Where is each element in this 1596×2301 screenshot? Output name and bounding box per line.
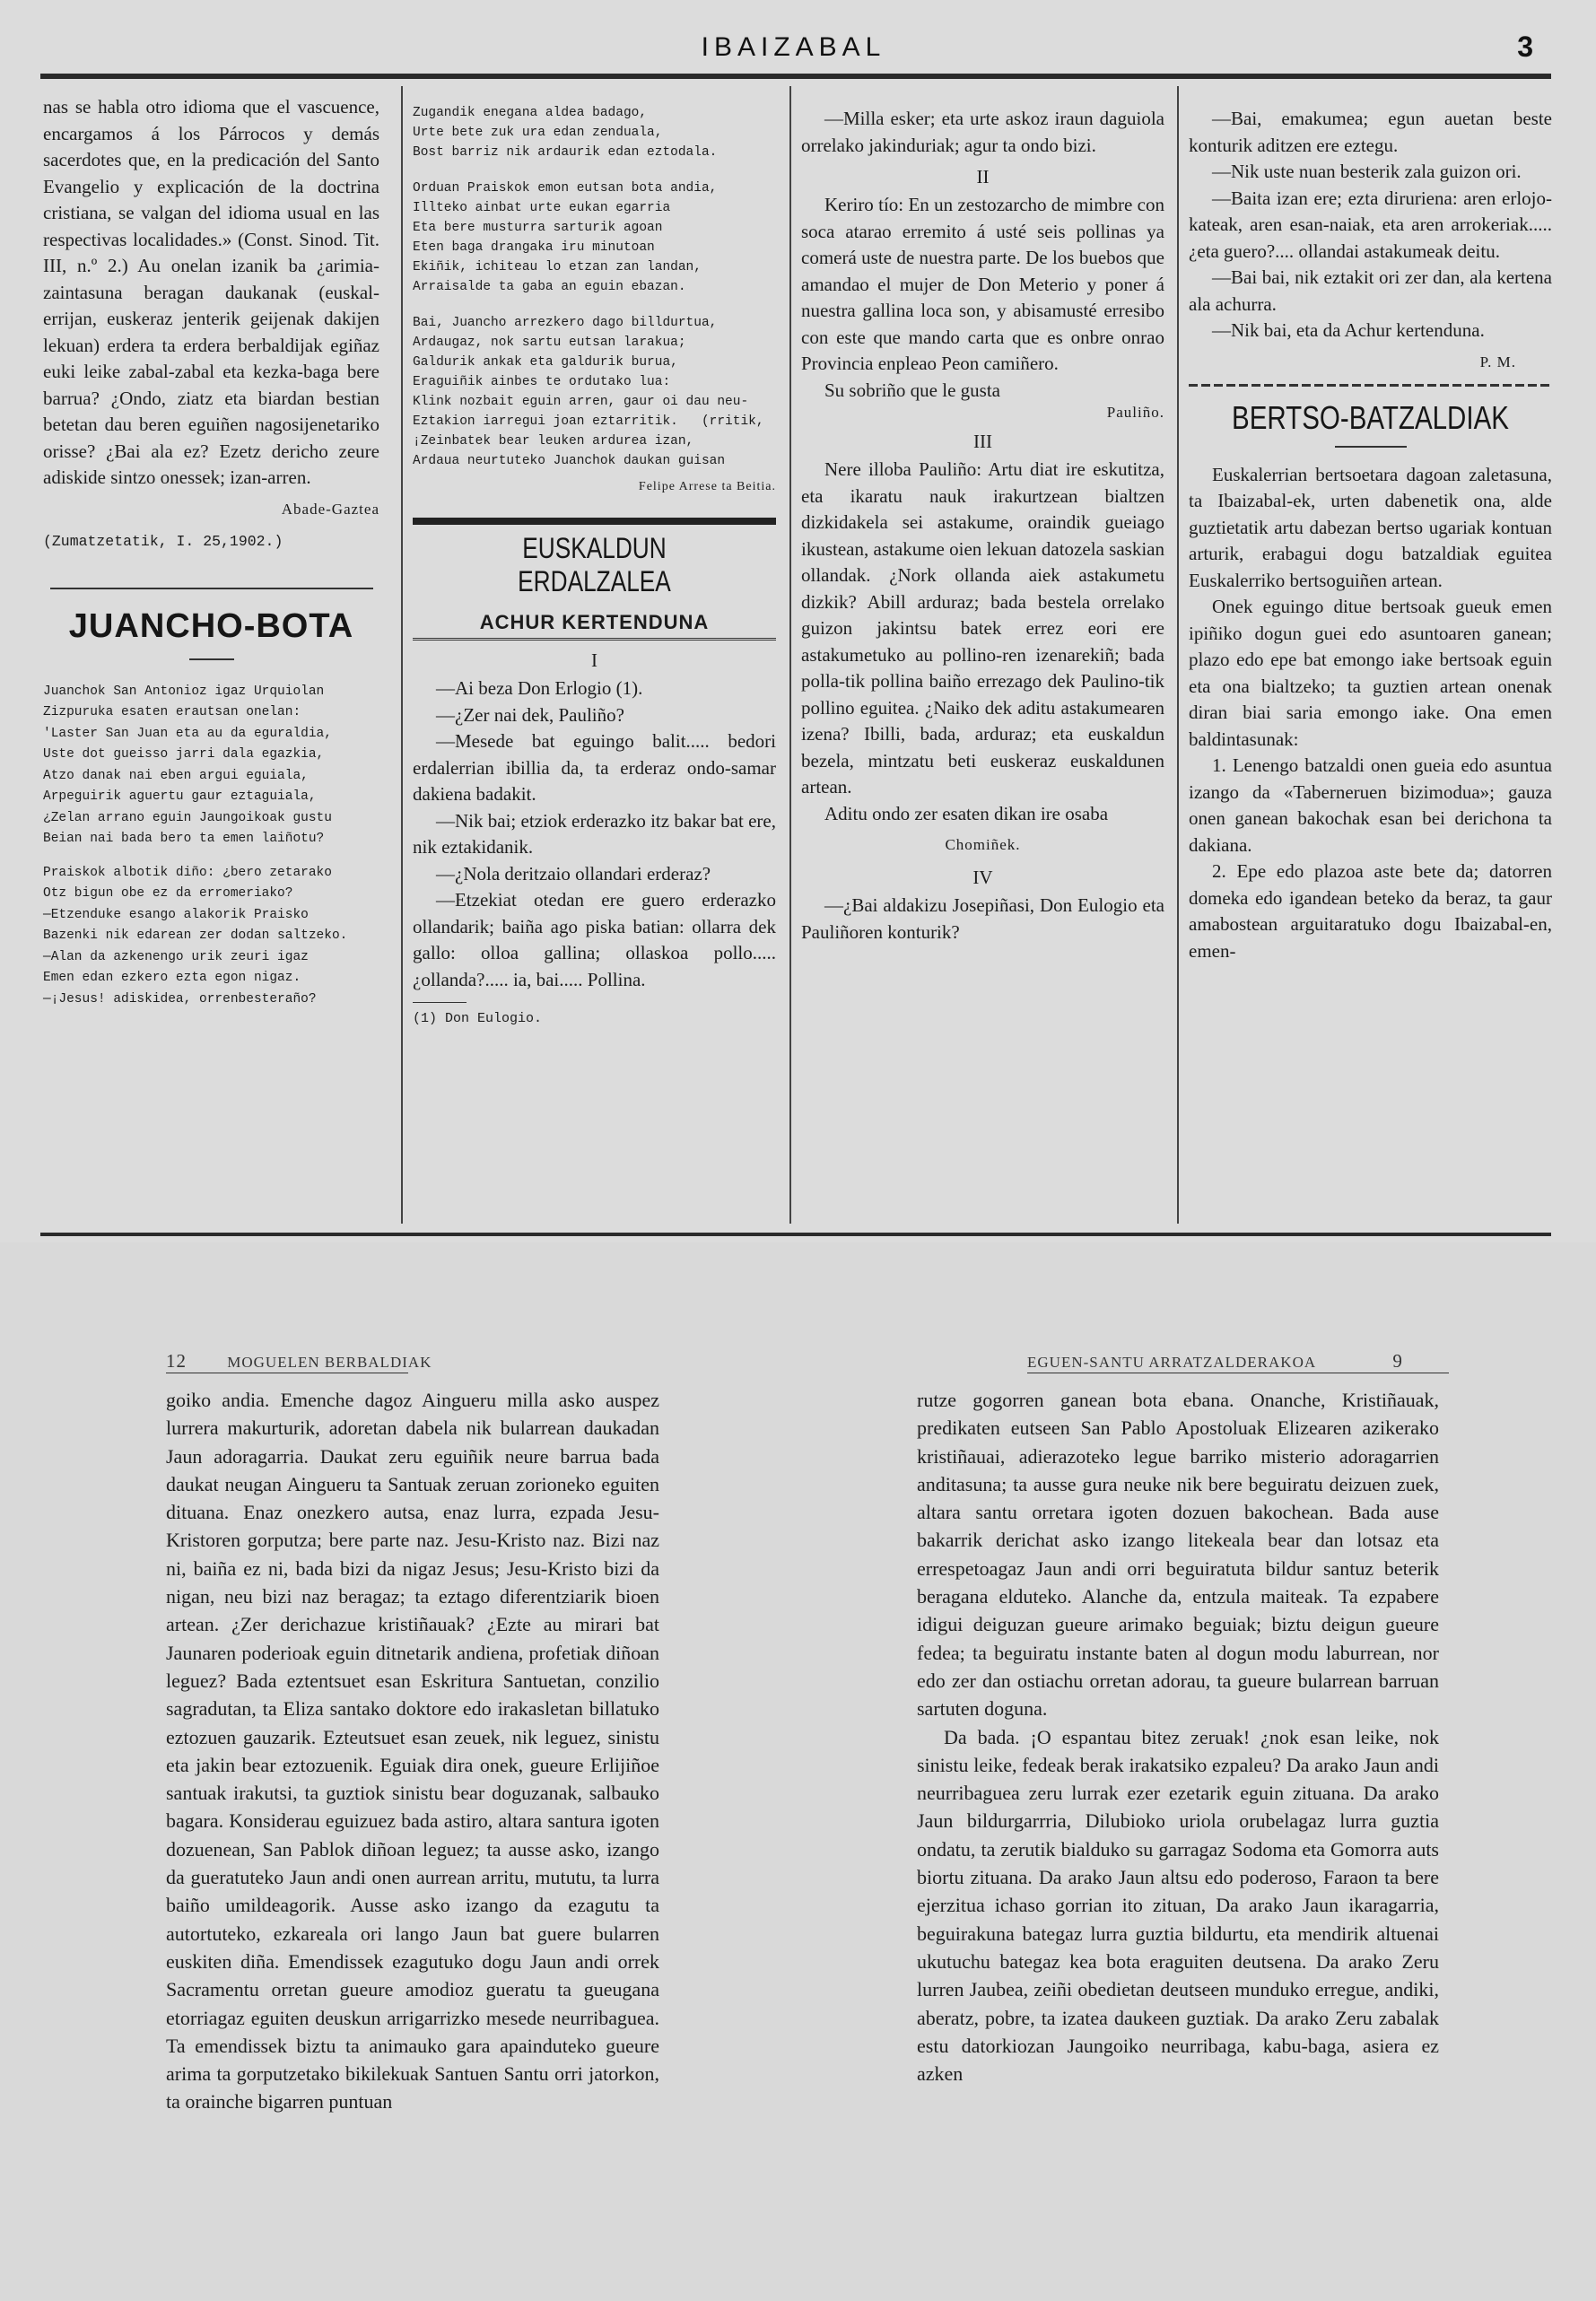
dialog-line: —Ai beza Don Erlogio (1). <box>436 677 643 699</box>
dialog-line: —¿Zer nai dek, Pauliño? <box>436 703 624 726</box>
article-heading: JUANCHO-BOTA <box>68 606 354 645</box>
dialog-line: —Bai bai, nik eztakit ori zer dan, ala kertena ala achurra. <box>1189 266 1552 315</box>
right-running-title: EGUEN-SANTU ARRATZALDERAKOA <box>1027 1354 1317 1371</box>
article-paragraph: nas se habla otro idioma que el vascuence, encargamos á los Párrocos y demás sacerdotes que, en la predicación del Santo Evangelio y explicación de la doctrina cristiana, se valgan del idioma usual en las respectivas localidades.» (Const. Sinod. Tit. III, n.º 2.) Au onelan izanik ba ¿arimia-zaintasuna beragan daukanak (euskal-errijan, euskeraz jenterik geijenak dakijen lekuan) erdera ta erdera berbaldijak egiñaz euki leike zabal-zabal eta kezka-baga bere barrua? ¿Ondo, ziatz eta biardan bestian betetan dau beren eguiñen nagosijenetariko orisse? ¿Bai ala ez? Ezetz dericho zeure adiskide sintzo onessek; izan-arren. <box>43 96 379 488</box>
divider <box>413 518 776 525</box>
signature: Abade-Gaztea <box>281 500 379 518</box>
divider <box>1335 446 1407 448</box>
dialog-line: —Mesede bat eguingo balit..... bedori erdalerrian ibillia da, ta erderaz ondo-samar dakiena badakit. <box>413 730 776 805</box>
dialog-line: —Milla esker; eta urte askoz iraun daguiola orrelako jakinduriak; agur ta ondo bizi. <box>801 108 1164 156</box>
signature: Felipe Arrese ta Beitia. <box>638 480 776 493</box>
footnote: (1) Don Eulogio. <box>413 1011 543 1026</box>
column-divider <box>789 86 791 1224</box>
column-4 <box>1189 106 1552 964</box>
section-number: II <box>976 166 990 187</box>
dialog-line: —Nik bai; etziok erderazko itz bakar bat ere, nik eztakidanik. <box>413 809 776 858</box>
footnote-rule <box>413 1002 467 1003</box>
body-paragraph: rutze gogorren ganean bota ebana. Onanche, Kristiñauak, predikaten eutseen San Pablo Apostoluak Elizearen azikerako kristiñauai, adierazoteko legue barriko misterio adoragarrien anditasuna; ta ausse gura neuke nik bere beguiratu deizuen zuek, altara santu orretara igoten dozuen bakochean. Bada ause bakarrik derichat asko izango litekeala bear dan lotsaz eta errespetoagaz Jaun andi orri beguiratuta bildur santuz beterik beragana elduteko. Alanche da, entzula maiteak. Ta ezpabere idigui deiguzan gueure arimako beguiak; biztu deigun gueure fedea; ta beguiratu instante baten al dogun modu laburrean, nor edo zer dan ostiachu orretan adorau, ta gueure bularrean barruan sartuten doguna. <box>917 1389 1439 1721</box>
right-page-number: 9 <box>1392 1350 1403 1372</box>
masthead-title: IBAIZABAL <box>701 32 886 62</box>
page-bottom-rule <box>40 1233 1551 1236</box>
column-1 <box>43 94 379 1010</box>
body-paragraph: Da bada. ¡O espantau bitez zeruak! ¿nok esan leike, nok sinistu leike, fedeak berak irakatsiko ezpaleu? Da arako Jaun andi neurribaguea zeru lurrak ezer ezetarik eguin zituana. Da arako Jaun bildurgarrria, Dilubioko uriola orubelagaz lurra guztia ondatu, ta zerutik bialduko su garragaz Sodoma eta Gomorra auts biortu zituana. Da arako Jaun altsu edo poderoso, Faraon ta bere ejerzitua ichaso gorrian ito zituan, Da arako Jaun ikaragarria, beguirakuna bategaz lurra guztia bildurtu, eta mendirik altuenai ukutuchu bategaz kea bota eraguiten deutsena. Da arako Zeru lurren Jaubea, zeiñi obedietan deutseen munduko erregue, andiki, aberatz, pobre, ta izatea daukeen guztiak. Da arako Zeru zabalak estu datorkiozan Jaungoiko neurribaga, kabu-baga, asiera ez azken <box>917 1725 1439 2086</box>
dialog-line: —Etzekiat otedan ere guero erderazko ollandarik; baiña ago piska batian: ollarra dek gallo: olloa gallina; ollaskoa pollo..... ¿ollanda?..... ia, bai..... Pollina. <box>413 889 776 990</box>
dialog-line: —Bai, emakumea; egun auetan beste konturik aditzen ere eztegu. <box>1189 108 1552 156</box>
dialog-line: —¿Nola deritzaio ollandari erderaz? <box>436 862 711 885</box>
signature: P. M. <box>1479 353 1516 370</box>
left-page-text <box>166 1386 659 2116</box>
section-number: IV <box>972 867 993 888</box>
section-number: I <box>591 649 597 671</box>
section-number: III <box>973 431 992 452</box>
body-paragraph: goiko andia. Emenche dagoz Aingueru milla asko auspez lurrera makurturik, adoretan dabela nik bularrean daukadan Jaun adoragarria. Daukat zeru eguiñik neure barrua bada daukat neugan Aingueru ta Santuak zeruan zorioneko eguiten dituana. Enaz onezkero autsa, enaz lurra, ezpada Jesu-Kristoren gorputza; bere parte naz. Jesu-Kristo naz. Bizi naz ni, baiña ez ni, bada bizi da nigaz Jesus; Jesu-Kristo bizi da nigan, neu bizi naz beragaz; ta eztago diferentziarik bioen artean. ¿Zer derichazue kristiñauak? ¿Ezte au mirari bat Jaunaren poderioak eguin ditnetarik andiena, profetiak diñoan leguez? Bada eztentsuet esan Eskritura Santuetan, conzilio sagradutan, ta Eliza santako doktore edo irakasletan billatuko eztozuen gauzarik. Ezteutsuet esan zeuek, nik leguez, sinistu eta jakin bear eztozuenik. Eguiak dira onek, gueure Erlijiñoe santuak irakutsi, ta guztiok sinistu bear doguzanak, salbauko bagara. Konsiderau eguizuez bada astiro, altara santura igoten dozuenean, San Pablok diñoan leguez; ta ausse asko, izango da gueratuteko Jaun andi onen aurrean arritu, mututu, ta lurra baiño umildeagorik. Ausse asko izango da ezagutu ta autortuteko, ezkareala ori lango Jaun bat guere bularren euskiten diña. Emendissek ezagutuko dogu Jaun andi orrek Sacramentu orretan gueure amodioz gueratu ta gueugana etorriagaz eguiten deuskun arrigarrizko mesede neurribaguea. Ta emendissek biztu ta animauko gara apainduteko gueure arima ta gorputzetako bikilekuak Santuen Santu orri jatorkon, ta orainche bigarren puntuan <box>166 1389 659 2114</box>
article-paragraph: Euskalerrian bertsoetara dagoan zaletasuna, ta Ibaizabal-ek, urten dabenetik ona, alde guztietatik artu dabezan bertso ugariak kontuan arturik, erabagui dogu batzaldiak eguitea Euskalerriko bertsoguiñen artean. <box>1189 463 1552 591</box>
dialog-line: —Baita izan ere; ezta diruriena: aren erlojo-kateak, aren esan-naiak, eta aren arrokeriak..... ¿eta guero?.... ollandai astakumeak deitu. <box>1189 187 1552 262</box>
column-divider <box>1177 86 1179 1224</box>
signature: Chomiñek. <box>945 836 1021 853</box>
poem-stanza: Zugandik enegana aldea badago, Urte bete zuk ura edan zenduala, Bost barriz nik ardaurik edan eztodala. <box>413 106 718 160</box>
article-heading: EUSKALDUN ERDALZALEA <box>518 532 671 597</box>
poem-stanza: Juanchok San Antonioz igaz Urquiolan Zizpuruka esaten erautsan onelan: 'Laster San Juan eta au da eguraldia, Uste dot gueisso jarri dala egazkia, Atzo danak nai eben argui eguiala, Arpeguirik aguertu gaur eztaguiala, ¿Zelan arrano eguin Jaungoikoak gustu Beian nai bada bero ta emen laiñotu? <box>43 684 332 846</box>
dialog-line: —Nik uste nuan besterik zala guizon ori. <box>1212 161 1522 182</box>
poem-stanza: Praiskok albotik diño: ¿bero zetarako Otz bigun obe ez da erromeriako? —Etzenduke esango alakorik Praisko Bazenki nik edarean zer dodan saltzeko. —Alan da azkenengo urik zeuri igaz Emen edan ezkero ezta egon nigaz. —¡Jesus! adiskidea, orrenbesteraño? <box>43 865 348 1007</box>
signature: Pauliño. <box>1106 404 1164 421</box>
dialog-line: —Nik bai, eta da Achur kertenduna. <box>1212 319 1485 341</box>
right-page-text <box>917 1386 1439 2087</box>
letter-text: Nere illoba Pauliño: Artu diat ire eskutitza, eta ikaratu nauk irakurtzean bialtzen dizkidakela sei astakume, oraindik gueiago ikustean, astakume oien lekuan datozela saskian ollandak. ¿Nork ollanda aiek astakumetu dizkik? Abill arduraz; bada bestela orrelako guizon jakintsu batek errez eori ere astakumetuko au pollino-ren izenarekiñ; bada polla-tik pollina baiño errezago dek Paulino-tik pollino eguitea. ¿Naiko dek aditu astakumearen izena? Ibilli, bada, arduraz; eta euskaldun bezela, mintzatu beti euskeraz euskaldunen artean. <box>801 458 1164 798</box>
left-running-title: MOGUELEN BERBALDIAK <box>227 1354 432 1371</box>
article-heading: BERTSO-BATZALDIAK <box>1232 398 1509 436</box>
source-note: (Zumatzetatik, I. 25,1902.) <box>43 532 283 550</box>
article-subheading: ACHUR KERTENDUNA <box>413 611 776 641</box>
page-number: 3 <box>1517 31 1533 63</box>
letter-closing: Su sobriño que le gusta <box>824 379 1000 401</box>
article-paragraph: 1. Lenengo batzaldi onen gueia edo asuntua izango da «Taberneruen bizimodua»; gauza onen ganean bakochak esan bei derichona ta dakiana. <box>1189 754 1552 856</box>
right-running-header <box>1027 1350 1439 1373</box>
article-paragraph: 2. Epe edo plazoa aste bete da; datorren domeka edo igandean beteko da beraz, ta gaur amabostean arguitaratuko dogu Ibaizabal-en, emen- <box>1189 860 1552 962</box>
dialog-line: —¿Bai aldakizu Josepiñasi, Don Eulogio eta Pauliñoren konturik? <box>801 894 1164 943</box>
left-page-number: 12 <box>166 1350 187 1372</box>
divider <box>189 658 234 660</box>
column-2 <box>413 103 776 1029</box>
column-3 <box>801 106 1164 946</box>
poem-stanza: Orduan Praiskok emon eutsan bota andia, Illteko ainbat urte eukan egarria Eta bere musturra sarturik agoan Eten baga drangaka iru minutoan Ekiñik, ichiteau lo etzan zan landan, Arraisalde ta gaba an eguin ebazan. <box>413 181 718 294</box>
poem-stanza: Bai, Juancho arrezkero dago billdurtua, Ardaugaz, nok sartu eutsan larakua; Galdurik ankak eta galdurik burua, Eraguiñik ainbes te ordutako lua: Klink nozbait eguin arren, gaur oi dau neu- Eztakion iarregui joan eztarritik. (rritik, ¡Zeinbatek bear leuken ardurea izan, Ardaua neurtuteko Juanchok daukan guisan <box>413 316 764 468</box>
masthead-rule <box>40 74 1551 79</box>
column-divider <box>401 86 403 1224</box>
letter-text: Aditu ondo zer esaten dikan ire osaba <box>824 802 1109 824</box>
article-paragraph: Onek eguingo ditue bertsoak gueuk emen ipiñiko dogun guei edo asuntoaren ganean; plazo edo epe bat emongo iake bertsoak eguin eta ona bialtzeko; ta guztien artean onenak diran biai saria emongo iake. Ona emen baldintasunak: <box>1189 596 1552 750</box>
masthead <box>36 27 1551 72</box>
left-running-header <box>166 1350 432 1373</box>
letter-text: Keriro tío: En un zestozarcho de mimbre con soca atarao erremito á usté seis pollinas ya comerá uste de nuestra parte. De los buebos que amandao el mujer de Don Meterio y poner á nuestra gallina loca son, y abisamusté erresibo con este que mando carta que es onbre onrao Provincia enpleao Peon camiñero. <box>801 194 1164 374</box>
divider <box>1189 384 1552 387</box>
divider <box>50 588 373 589</box>
